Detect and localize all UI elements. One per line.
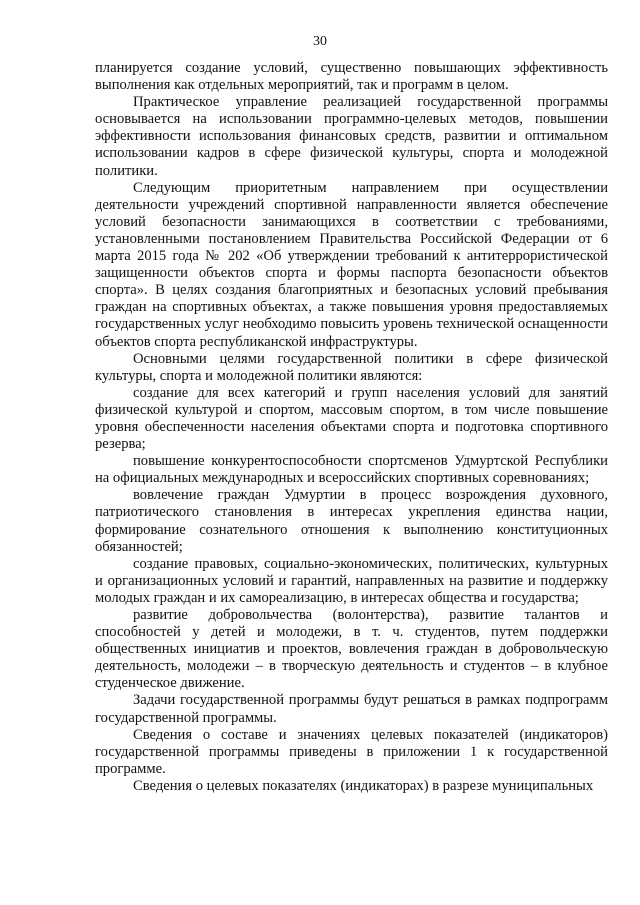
- paragraph: Следующим приоритетным направлением при осуществлении деятельности учреждений спортивной направленности является обеспечение условий безопасности занимающихся в соответствии с требованиями, установленными постановлением Правительства Российской Федерации от 6 марта 2015 года № 202 «Об утверждении требований к антитеррористической защищенности объектов спорта и формы паспорта безопасности объектов спорта». В целях создания благоприятных и безопасных условий пребывания граждан на спортивных объектах, а также повышения уровня предоставляемых государственных услуг необходимо повысить уровень технической оснащенности объектов спорта республиканской инфраструктуры.: [95, 179, 608, 350]
- list-item: создание для всех категорий и групп населения условий для занятий физической культурой и спортом, массовым спортом, в том числе повышение уровня обеспеченности населения объектами спорта и подготовка спортивного резерва;: [95, 384, 608, 453]
- page-number: 30: [313, 34, 327, 49]
- list-item: развитие добровольчества (волонтерства), развитие талантов и способностей у детей и молодежи, в т. ч. студентов, путем поддержки общественных инициатив и проектов, вовлечения граждан в добровольческую деятельность, молодежи – в творческую деятельность и студентов – в клубное студенческое движение.: [95, 607, 608, 692]
- paragraph: Основными целями государственной политики в сфере физической культуры, спорта и молодежной политики являются:: [95, 350, 608, 384]
- document-body: [95, 60, 608, 795]
- paragraph: планируется создание условий, существенно повышающих эффективность выполнения как отдельных мероприятий, так и программ в целом.: [95, 60, 608, 94]
- list-item: вовлечение граждан Удмуртии в процесс возрождения духовного, патриотического становления в интересах укрепления единства нации, формирование сознательного отношения к выполнению конституционных обязанностей;: [95, 487, 608, 555]
- paragraph: Сведения о составе и значениях целевых показателей (индикаторов) государственной программы приведены в приложении 1 к государственной программе.: [95, 726, 608, 777]
- paragraph: Практическое управление реализацией государственной программы основывается на использовании программно-целевых методов, повышении эффективности использования финансовых средств, развитии и оптимальном использовании кадров в сфере физической культуры, спорта и молодежной политики.: [95, 94, 608, 179]
- paragraph: Сведения о целевых показателях (индикаторах) в разрезе муниципальных: [133, 777, 594, 794]
- paragraph: Задачи государственной программы будут решаться в рамках подпрограмм государственной программы.: [95, 692, 608, 726]
- list-item: повышение конкурентоспособности спортсменов Удмуртской Республики на официальных международных и всероссийских спортивных соревнованиях;: [95, 453, 608, 487]
- list-item: создание правовых, социально-экономических, политических, культурных и организационных условий и гарантий, направленных на развитие и поддержку молодых граждан и их самореализацию, в интересах общества и государства;: [95, 555, 608, 606]
